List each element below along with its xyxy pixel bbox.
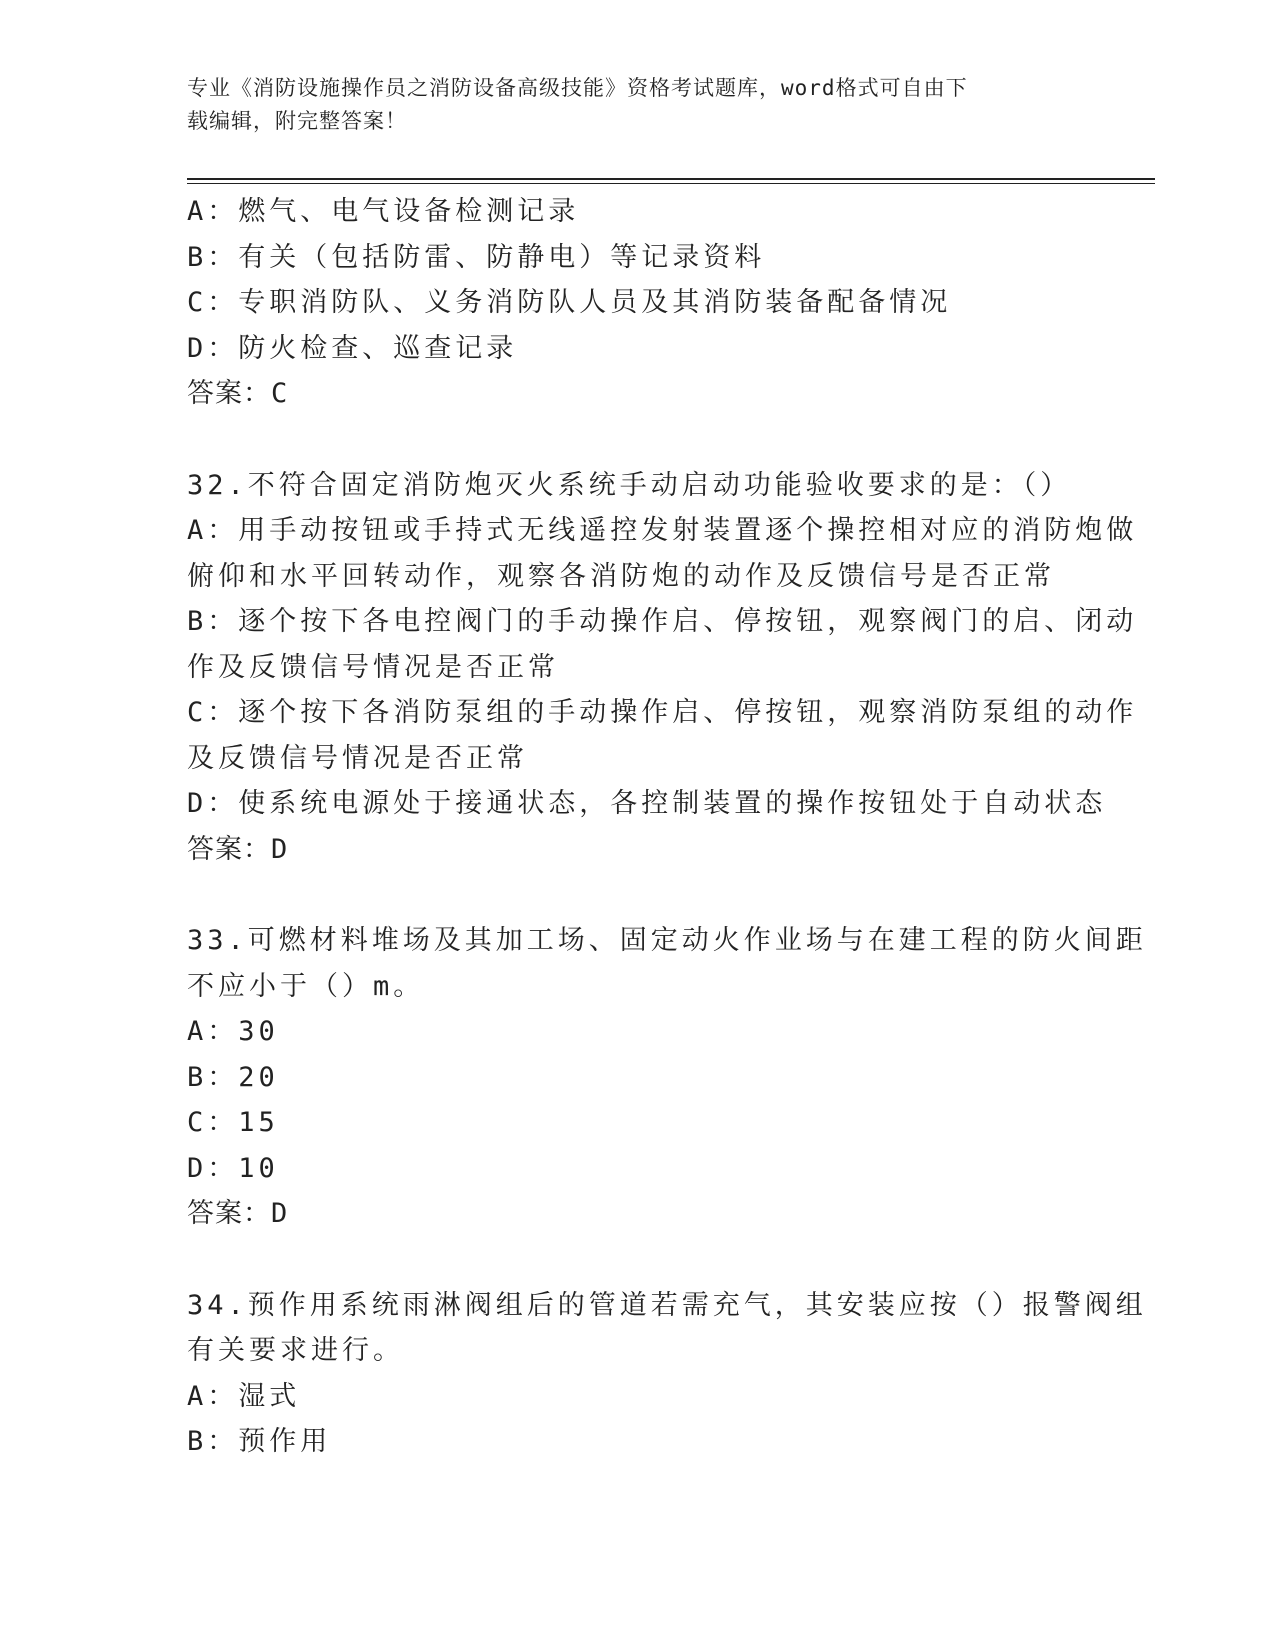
header-line-2: 载编辑，附完整答案！ — [187, 109, 407, 133]
header-divider-thick — [187, 178, 1155, 180]
option-a: A：湿式 — [187, 1380, 301, 1412]
option-b: B：有关（包括防雷、防静电）等记录资料 — [187, 241, 766, 273]
question-block-31 — [187, 189, 1087, 417]
option-a: A：30 — [187, 1016, 279, 1047]
option-c: C：15 — [187, 1107, 279, 1138]
option-c: C：专职消防队、义务消防队人员及其消防装备配备情况 — [187, 287, 952, 318]
option-d: D：10 — [187, 1152, 279, 1184]
document-header — [187, 72, 1067, 138]
question-block-33 — [187, 918, 1147, 1237]
option-d: D：使系统电源处于接通状态，各控制装置的操作按钮处于自动状态 — [187, 788, 1107, 819]
answer-line: 答案：D — [187, 833, 289, 865]
question-content — [187, 189, 1147, 1465]
block-spacer — [187, 417, 1087, 463]
question-block-32 — [187, 463, 1138, 873]
block-spacer — [187, 872, 1087, 918]
question-stem: 32.不符合固定消防炮灭火系统手动启动功能验收要求的是：（） — [187, 469, 1072, 501]
option-a: A：燃气、电气设备检测记录 — [187, 196, 580, 227]
answer-line: 答案：D — [187, 1198, 289, 1229]
option-b: B：预作用 — [187, 1426, 332, 1457]
header-line-1: 专业《消防设施操作员之消防设备高级技能》资格考试题库，word格式可自由下 — [187, 76, 968, 100]
block-spacer — [187, 1237, 1087, 1283]
question-stem-continued: 不应小于（）m。 — [187, 970, 425, 1002]
option-b-continued: 作及反馈信号情况是否正常 — [187, 651, 559, 683]
question-stem-continued: 有关要求进行。 — [187, 1335, 404, 1366]
option-d: D：防火检查、巡查记录 — [187, 332, 518, 364]
header-divider-thin — [187, 183, 1155, 184]
question-stem: 33.可燃材料堆场及其加工场、固定动火作业场与在建工程的防火间距 — [187, 925, 1147, 956]
question-block-34 — [187, 1283, 1147, 1465]
option-c: C：逐个按下各消防泵组的手动操作启、停按钮，观察消防泵组的动作 — [187, 697, 1138, 728]
answer-line: 答案：C — [187, 378, 289, 409]
option-b: B：20 — [187, 1061, 279, 1093]
option-a: A：用手动按钮或手持式无线遥控发射装置逐个操控相对应的消防炮做 — [187, 515, 1138, 546]
option-c-continued: 及反馈信号情况是否正常 — [187, 742, 528, 774]
question-stem: 34.预作用系统雨淋阀组后的管道若需充气，其安装应按（）报警阀组 — [187, 1289, 1147, 1321]
option-b: B：逐个按下各电控阀门的手动操作启、停按钮，观察阀门的启、闭动 — [187, 606, 1138, 637]
option-a-continued: 俯仰和水平回转动作，观察各消防炮的动作及反馈信号是否正常 — [187, 560, 1055, 592]
